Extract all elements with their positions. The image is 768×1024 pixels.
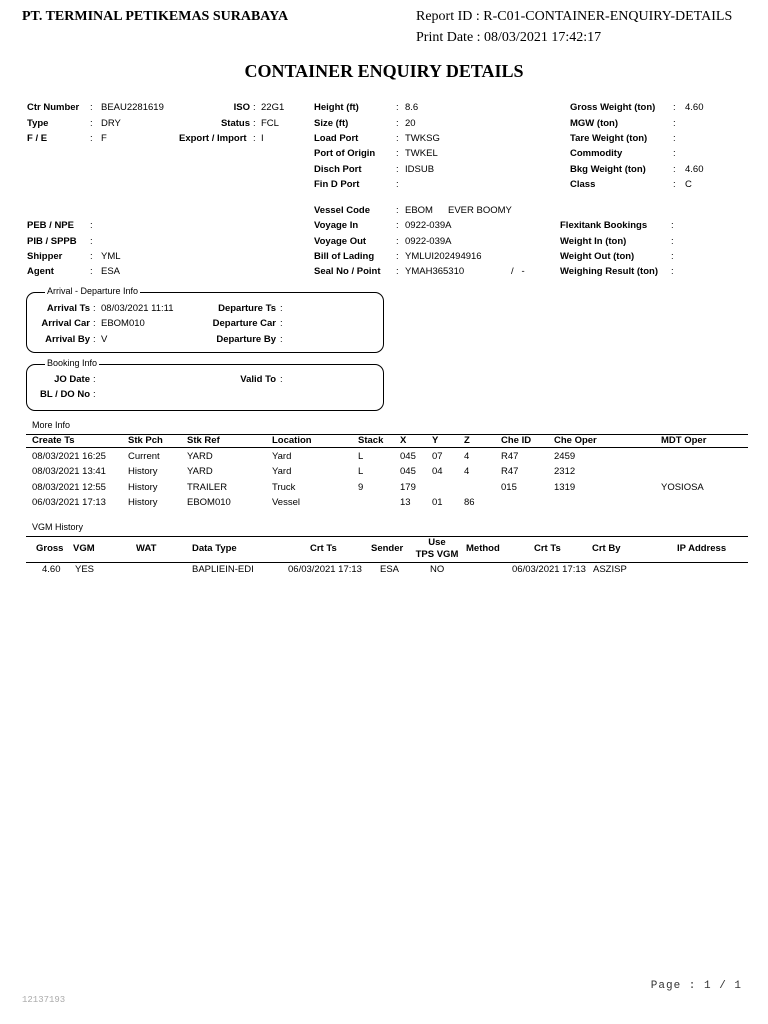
colon: : xyxy=(673,118,676,129)
cell-location: Vessel xyxy=(272,497,300,508)
cell-y: 07 xyxy=(432,451,443,462)
iso-value: 22G1 xyxy=(261,102,285,113)
arrival-ts-label: Arrival Ts xyxy=(46,303,90,314)
vgm-header-crt-ts-2: Crt Ts xyxy=(534,543,561,554)
colon: : xyxy=(671,251,674,262)
colon: : xyxy=(253,133,256,144)
agent-label: Agent xyxy=(27,266,54,277)
colon: : xyxy=(90,102,93,113)
load-port-label: Load Port xyxy=(314,133,359,144)
report-id: Report ID : R-C01-CONTAINER-ENQUIRY-DETAILS xyxy=(416,9,733,24)
booking-info-box xyxy=(26,364,384,411)
colon: : xyxy=(671,220,674,231)
colon: : xyxy=(280,334,283,345)
company-name: PT. TERMINAL PETIKEMAS SURABAYA xyxy=(22,9,289,24)
seal-no-value: YMAH365310 xyxy=(405,266,465,277)
col-header-che-oper: Che Oper xyxy=(554,435,597,446)
port-origin-value: TWKEL xyxy=(405,148,438,159)
gross-weight-label: Gross Weight (ton) xyxy=(570,102,656,113)
colon: : xyxy=(280,318,283,329)
vgm-top-rule xyxy=(26,536,748,537)
cell-stack: 9 xyxy=(358,482,364,493)
departure-car-label: Departure Car xyxy=(212,318,276,329)
class-label: Class xyxy=(570,179,596,190)
status-label: Status xyxy=(220,118,250,129)
colon: : xyxy=(673,148,676,159)
cell-create-ts: 08/03/2021 12:55 xyxy=(32,482,106,493)
colon: : xyxy=(671,236,674,247)
fe-value: F xyxy=(101,133,107,144)
height-label: Height (ft) xyxy=(314,102,359,113)
col-header-stack: Stack xyxy=(358,435,384,446)
col-header-mdt-oper: MDT Oper xyxy=(661,435,707,446)
vgm-header-tps-vgm: TPS VGM xyxy=(415,549,459,560)
cell-stk-pch: History xyxy=(128,497,158,508)
cell-che-id: 015 xyxy=(501,482,517,493)
seal-no-label: Seal No / Point xyxy=(314,266,381,277)
arrival-by-value: V xyxy=(101,334,108,345)
bkg-weight-value: 4.60 xyxy=(685,164,704,175)
colon: : xyxy=(93,303,96,314)
class-value: C xyxy=(685,179,692,190)
cell-stk-pch: Current xyxy=(128,451,160,462)
shipper-value: YML xyxy=(101,251,121,262)
arrival-by-label: Arrival By xyxy=(45,334,90,345)
export-import-label: Export / Import xyxy=(179,133,247,144)
cell-stk-ref: YARD xyxy=(187,466,213,477)
vgm-header-ip-address: IP Address xyxy=(677,543,727,554)
cell-z: 86 xyxy=(464,497,475,508)
print-date: Print Date : 08/03/2021 17:42:17 xyxy=(416,30,602,45)
voyage-in-label: Voyage In xyxy=(314,220,359,231)
bl-do-label: BL / DO No xyxy=(40,389,90,400)
cell-stk-ref: EBOM010 xyxy=(187,497,231,508)
departure-by-label: Departure By xyxy=(216,334,276,345)
colon: : xyxy=(396,164,399,175)
col-header-stk-pch: Stk Pch xyxy=(128,435,163,446)
cell-che-id: R47 xyxy=(501,451,519,462)
cell-z: 4 xyxy=(464,451,470,462)
weight-out-label: Weight Out (ton) xyxy=(560,251,635,262)
flexitank-label: Flexitank Bookings xyxy=(560,220,648,231)
vgm-header-gross: Gross xyxy=(36,543,64,554)
colon: : xyxy=(396,148,399,159)
agent-value: ESA xyxy=(101,266,121,277)
load-port-value: TWKSG xyxy=(405,133,440,144)
vgm-cell-crt-ts-2: 06/03/2021 17:13 xyxy=(512,564,586,575)
colon: : xyxy=(253,102,256,113)
cell-che-oper: 2459 xyxy=(554,451,576,462)
colon: : xyxy=(280,303,283,314)
seal-point-value: / - xyxy=(511,266,525,277)
vgm-cell-sender: ESA xyxy=(380,564,400,575)
colon: : xyxy=(396,179,399,190)
cell-location: Yard xyxy=(272,466,292,477)
cell-mdt-oper: YOSIOSA xyxy=(661,482,704,493)
type-value: DRY xyxy=(101,118,121,129)
arrival-car-label: Arrival Car xyxy=(41,318,90,329)
departure-ts-label: Departure Ts xyxy=(218,303,276,314)
col-header-location: Location xyxy=(272,435,312,446)
cell-che-id: R47 xyxy=(501,466,519,477)
cell-x: 045 xyxy=(400,466,416,477)
cell-che-oper: 2312 xyxy=(554,466,576,477)
colon: : xyxy=(396,236,399,247)
iso-label: ISO xyxy=(233,102,250,113)
cell-x: 13 xyxy=(400,497,411,508)
disch-port-value: IDSUB xyxy=(405,164,435,175)
colon: : xyxy=(90,266,93,277)
valid-to-label: Valid To xyxy=(240,374,276,385)
colon: : xyxy=(396,205,399,216)
jo-date-label: JO Date xyxy=(54,374,90,385)
colon: : xyxy=(90,251,93,262)
vgm-header-method: Method xyxy=(466,543,500,554)
vessel-code-value: EBOM xyxy=(405,205,433,216)
disch-port-label: Disch Port xyxy=(314,164,362,175)
vgm-cell-crt-by: ASZISP xyxy=(593,564,627,575)
cell-create-ts: 08/03/2021 13:41 xyxy=(32,466,106,477)
colon: : xyxy=(93,318,96,329)
cell-stk-ref: YARD xyxy=(187,451,213,462)
fe-label: F / E xyxy=(27,133,48,144)
colon: : xyxy=(396,220,399,231)
colon: : xyxy=(671,266,674,277)
vgm-cell-crt-ts: 06/03/2021 17:13 xyxy=(288,564,362,575)
vgm-cell-data-type: BAPLIEIN-EDI xyxy=(192,564,254,575)
colon: : xyxy=(396,251,399,262)
vgm-cell-gross: 4.60 xyxy=(42,564,61,575)
voyage-in-value: 0922-039A xyxy=(405,220,452,231)
export-import-value: I xyxy=(261,133,264,144)
cell-x: 045 xyxy=(400,451,416,462)
colon: : xyxy=(673,133,676,144)
colon: : xyxy=(673,102,676,113)
arrival-departure-section-label: Arrival - Departure Info xyxy=(47,286,139,296)
cell-stk-ref: TRAILER xyxy=(187,482,228,493)
vessel-code-label: Vessel Code xyxy=(314,205,370,216)
bkg-weight-label: Bkg Weight (ton) xyxy=(570,164,646,175)
peb-npe-label: PEB / NPE xyxy=(27,220,74,231)
vgm-header-use: Use xyxy=(428,537,446,548)
voyage-out-label: Voyage Out xyxy=(314,236,367,247)
commodity-label: Commodity xyxy=(570,148,623,159)
vgm-header-rule xyxy=(26,562,748,563)
vgm-header-vgm: VGM xyxy=(73,543,95,554)
cell-y: 01 xyxy=(432,497,443,508)
vgm-cell-vgm: YES xyxy=(75,564,95,575)
col-header-x: X xyxy=(400,435,407,446)
tare-weight-label: Tare Weight (ton) xyxy=(570,133,648,144)
col-header-z: Z xyxy=(464,435,470,446)
arrival-ts-value: 08/03/2021 11:11 xyxy=(101,303,174,314)
cell-stack: L xyxy=(358,451,364,462)
more-info-header-rule xyxy=(26,447,748,448)
cell-location: Yard xyxy=(272,451,292,462)
colon: : xyxy=(93,389,96,400)
status-value: FCL xyxy=(261,118,279,129)
colon: : xyxy=(90,133,93,144)
colon: : xyxy=(90,236,93,247)
vgm-header-wat: WAT xyxy=(136,543,157,554)
pib-sppb-label: PIB / SPPB xyxy=(27,236,77,247)
page-number: Page : 1 / 1 xyxy=(650,980,742,992)
booking-info-section-label: Booking Info xyxy=(47,358,98,368)
vgm-header-crt-by: Crt By xyxy=(592,543,621,554)
colon: : xyxy=(396,266,399,277)
colon: : xyxy=(253,118,256,129)
cell-z: 4 xyxy=(464,466,470,477)
vgm-header-data-type: Data Type xyxy=(192,543,237,554)
colon: : xyxy=(396,118,399,129)
colon: : xyxy=(90,220,93,231)
vgm-header-crt-ts: Crt Ts xyxy=(310,543,337,554)
height-value: 8.6 xyxy=(405,102,419,113)
col-header-create-ts: Create Ts xyxy=(32,435,75,446)
vgm-history-section-label: VGM History xyxy=(32,522,84,532)
colon: : xyxy=(280,374,283,385)
colon: : xyxy=(673,179,676,190)
colon: : xyxy=(673,164,676,175)
arrival-car-value: EBOM010 xyxy=(101,318,145,329)
size-value: 20 xyxy=(405,118,416,129)
cell-stk-pch: History xyxy=(128,482,158,493)
cell-create-ts: 08/03/2021 16:25 xyxy=(32,451,106,462)
mgw-label: MGW (ton) xyxy=(570,118,619,129)
bill-of-lading-value: YMLUI202494916 xyxy=(405,251,482,262)
cell-create-ts: 06/03/2021 17:13 xyxy=(32,497,106,508)
voyage-out-value: 0922-039A xyxy=(405,236,452,247)
cell-stack: L xyxy=(358,466,364,477)
cell-location: Truck xyxy=(272,482,296,493)
vgm-cell-use-tps-vgm: NO xyxy=(430,564,445,575)
bill-of-lading-label: Bill of Lading xyxy=(314,251,375,262)
colon: : xyxy=(93,374,96,385)
size-label: Size (ft) xyxy=(314,118,349,129)
cell-x: 179 xyxy=(400,482,416,493)
col-header-che-id: Che ID xyxy=(501,435,532,446)
vessel-name-value: EVER BOOMY xyxy=(448,205,512,216)
colon: : xyxy=(396,102,399,113)
document-id: 12137193 xyxy=(22,995,66,1005)
more-info-section-label: More Info xyxy=(32,420,71,430)
port-origin-label: Port of Origin xyxy=(314,148,376,159)
shipper-label: Shipper xyxy=(27,251,63,262)
colon: : xyxy=(396,133,399,144)
cell-che-oper: 1319 xyxy=(554,482,576,493)
cell-stk-pch: History xyxy=(128,466,158,477)
fin-d-port-label: Fin D Port xyxy=(314,179,360,190)
weight-in-label: Weight In (ton) xyxy=(560,236,627,247)
colon: : xyxy=(93,334,96,345)
vgm-header-sender: Sender xyxy=(371,543,404,554)
gross-weight-value: 4.60 xyxy=(685,102,704,113)
type-label: Type xyxy=(27,118,49,129)
weighing-result-label: Weighing Result (ton) xyxy=(560,266,658,277)
col-header-y: Y xyxy=(432,435,439,446)
ctr-number-value: BEAU2281619 xyxy=(101,102,164,113)
cell-y: 04 xyxy=(432,466,443,477)
colon: : xyxy=(90,118,93,129)
page-title: CONTAINER ENQUIRY DETAILS xyxy=(244,61,524,81)
col-header-stk-ref: Stk Ref xyxy=(187,435,220,446)
ctr-number-label: Ctr Number xyxy=(27,102,80,113)
